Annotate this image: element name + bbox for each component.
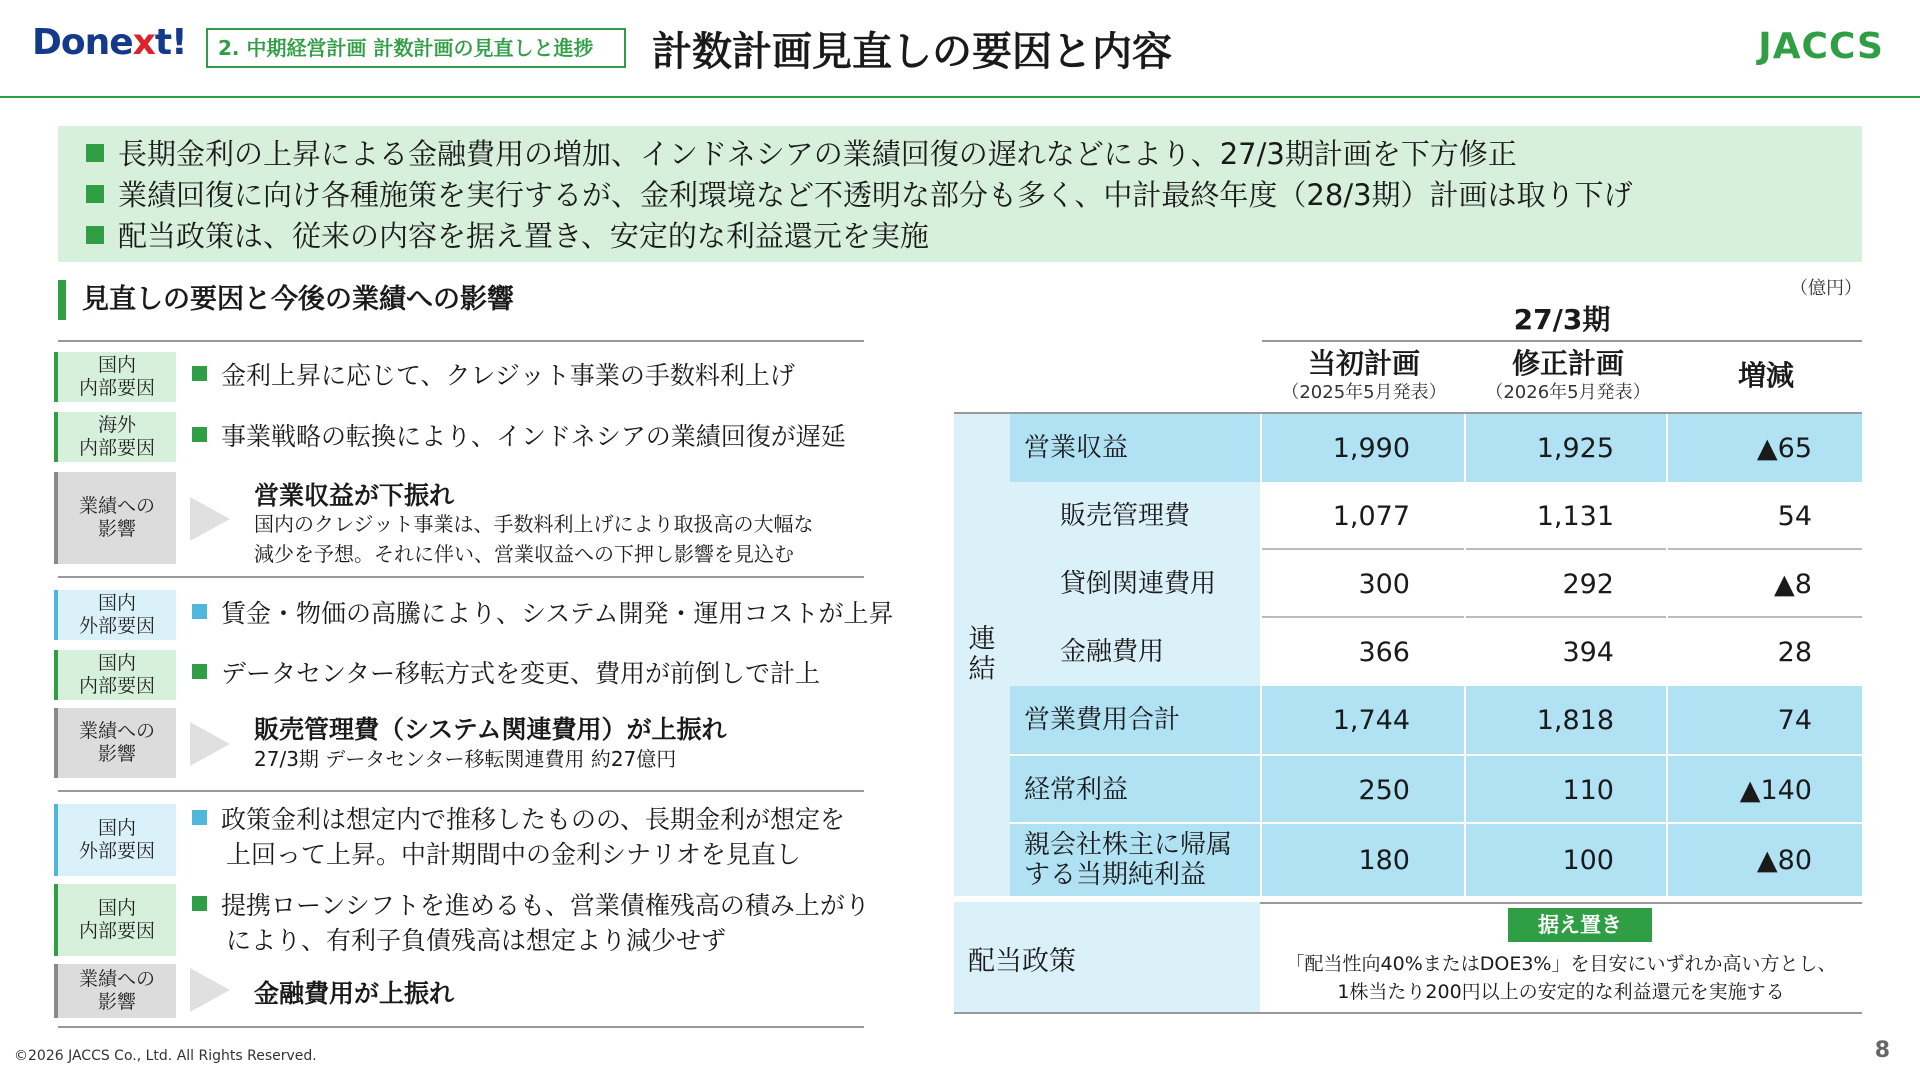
bullet-square-icon [192,664,207,679]
col-header-initial: 当初計画 （2025年5月発表） [1281,347,1447,403]
table-row: 営業収益 1,990 1,925 ▲65 [1010,414,1862,482]
header [0,0,1920,98]
divider [58,790,864,792]
impact-title: 販売管理費（システム関連費用）が上振れ [254,715,727,744]
table-row: 貸倒関連費用 300 292 ▲8 [1010,550,1862,618]
period-header: 27/3期 [1513,303,1611,336]
bullet-square-icon [86,144,104,162]
col-header-revised: 修正計画 （2026年5月発表） [1485,347,1651,403]
bullet-square-icon [192,896,207,911]
bullet-square-icon [192,604,207,619]
column-separator [1666,414,1668,896]
divider [1262,340,1862,342]
impact-title: 金融費用が上振れ [254,979,455,1008]
chevron-right-icon [190,722,230,766]
factor-item: データセンター移転方式を変更、費用が前倒しで計上 [192,656,820,691]
impact-title: 営業収益が下振れ [254,481,455,510]
factor-tag-overseas-internal: 海外 内部要因 [54,412,176,462]
section-tag: 2. 中期経営計画 計数計画の見直しと進捗 [206,28,626,68]
consolidated-label: 連 結 [954,414,1010,896]
impact-tag: 業績への 影響 [54,708,176,778]
summary-band [58,126,1862,262]
dividend-text: 「配当性向40%またはDOE3%」を目安にいずれか高い方とし、 1株当たり200円以上の安定的な利益還元を実施する [1285,953,1837,1003]
factor-tag-domestic-external: 国内 外部要因 [54,804,176,876]
factor-tag-domestic-internal: 国内 内部要因 [54,352,176,402]
bullet-square-icon [86,185,104,203]
chevron-right-icon [190,497,230,541]
column-separator [1464,414,1466,896]
factor-tag-domestic-external: 国内 外部要因 [54,590,176,640]
table-row: 経常利益 250 110 ▲140 [1010,754,1862,822]
donext-logo: Donext! [32,22,187,63]
column-separator [1260,414,1262,896]
bullet-square-icon [192,427,207,442]
summary-item: 業績回復に向け各種施策を実行するが、金利環境など不透明な部分も多く、中計最終年度（28/3期）計画は取り下げ [86,175,1862,216]
dividend-label: 配当政策 [968,945,1076,977]
factor-item: 賃金・物価の高騰により、システム開発・運用コストが上昇 [192,596,894,631]
table-row: 販売管理費 1,077 1,131 54 [1010,482,1862,550]
bullet-square-icon [86,226,104,244]
status-badge: 据え置き [1508,908,1652,942]
col-header-change: 増減 [1737,359,1794,392]
jaccs-logo: JACCS [1758,26,1884,67]
bullet-square-icon [192,366,207,381]
divider [58,1026,864,1028]
factor-item: 事業戦略の転換により、インドネシアの業績回復が遅延 [192,419,846,454]
table-row: 金融費用 366 394 28 [1010,618,1862,686]
factor-item: 提携ローンシフトを進めるも、営業債権残高の積み上がり により、有利子負債残高は想定より減少せず [192,888,870,958]
summary-item: 長期金利の上昇による金融費用の増加、インドネシアの業績回復の遅れなどにより、27/3期計画を下方修正 [86,134,1862,175]
impact-desc: 国内のクレジット事業は、手数料利上げにより取扱高の大幅な 減少を予想。それに伴い、営業収益への下押し影響を見込む [254,512,814,566]
factor-item: 金利上昇に応じて、クレジット事業の手数料利上げ [192,358,795,393]
impact-tag: 業績への 影響 [54,472,176,564]
factors-heading: 見直しの要因と今後の業績への影響 [58,280,514,320]
factor-tag-domestic-internal: 国内 内部要因 [54,884,176,956]
header-divider [0,96,1920,98]
page-title: 計数計画見直しの要因と内容 [652,29,1172,75]
unit-label: （億円） [1790,278,1862,299]
divider [58,576,864,578]
bullet-square-icon [192,810,207,825]
summary-item: 配当政策は、従来の内容を据え置き、安定的な利益還元を実施 [86,216,1862,257]
table-row: 営業費用合計 1,744 1,818 74 [1010,686,1862,754]
impact-desc: 27/3期 データセンター移転関連費用 約27億円 [254,747,677,771]
factor-item: 政策金利は想定内で推移したものの、長期金利が想定を 上回って上昇。中計期間中の金利シナリオを見直し [192,802,845,872]
divider [58,340,864,342]
copyright: ©2026 JACCS Co., Ltd. All Rights Reserved. [14,1048,317,1064]
chevron-right-icon [190,968,230,1012]
impact-tag: 業績への 影響 [54,964,176,1018]
page-number: 8 [1874,1038,1890,1063]
factor-tag-domestic-internal: 国内 内部要因 [54,650,176,700]
table-row: 親会社株主に帰属 する当期純利益 180 100 ▲80 [1010,822,1862,896]
dividend-policy-row [954,902,1862,1014]
